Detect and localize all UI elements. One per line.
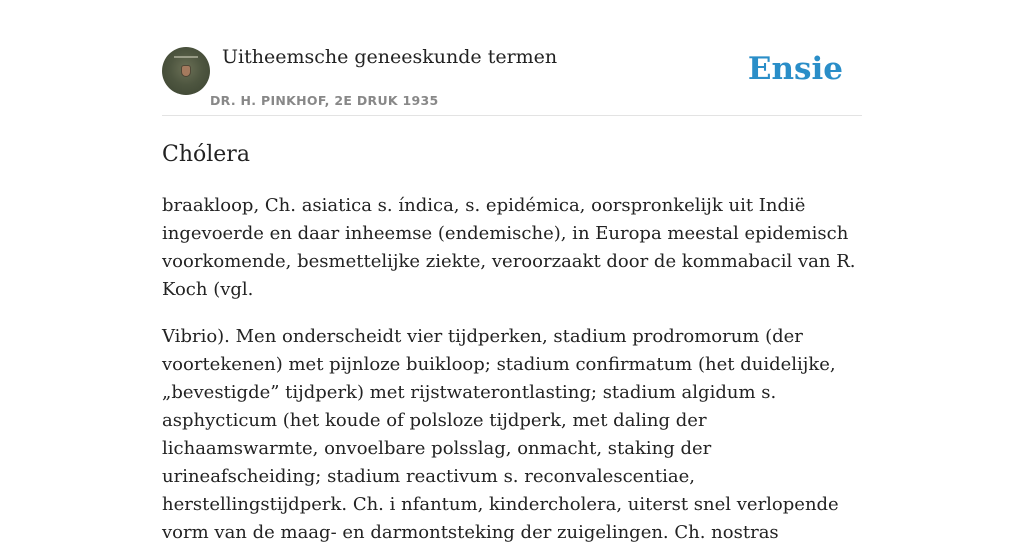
article (162, 116, 864, 547)
term-title: Chólera (162, 142, 250, 167)
cover-title-line (174, 56, 198, 58)
cover-emblem-icon (182, 66, 190, 76)
definition-paragraph: Vibrio). Men onderscheidt vier tijdperken, stadium prodromorum (der voortekenen) met pijnloze buikloop; stadium confirmatum (het duidelijke, „bevestigde” tijdperk) met rijstwaterontlasting; stadium algidum s. asphycticum (het koude of polsloze tijdperk, met daling der lichaamswarmte, onvoelbare polsslag, onmacht, staking der urineafscheiding; stadium reactivum s. reconvalescentiae, herstellingstijdperk. Ch. i nfantum, kindercholera, uiterst snel verlopende vorm van de maag- en darmontsteking der zuigelingen. Ch. nostras (162, 326, 839, 543)
brand-logo-link[interactable]: Ensie (747, 51, 843, 87)
book-cover-icon[interactable] (162, 47, 210, 95)
book-title[interactable]: Uitheemsche geneeskunde termen (222, 46, 558, 68)
definition-paragraph: braakloop, Ch. asiatica s. índica, s. epidémica, oorspronkelijk uit Indië ingevoerde en daar inheemse (endemische), in Europa meestal epidemisch voorkomende, besmettelijke ziekte, veroorzaakt door de kommabacil van R. Koch (vgl. (162, 195, 856, 300)
page-header (162, 0, 862, 116)
book-subtitle: DR. H. PINKHOF, 2E DRUK 1935 (210, 93, 439, 108)
